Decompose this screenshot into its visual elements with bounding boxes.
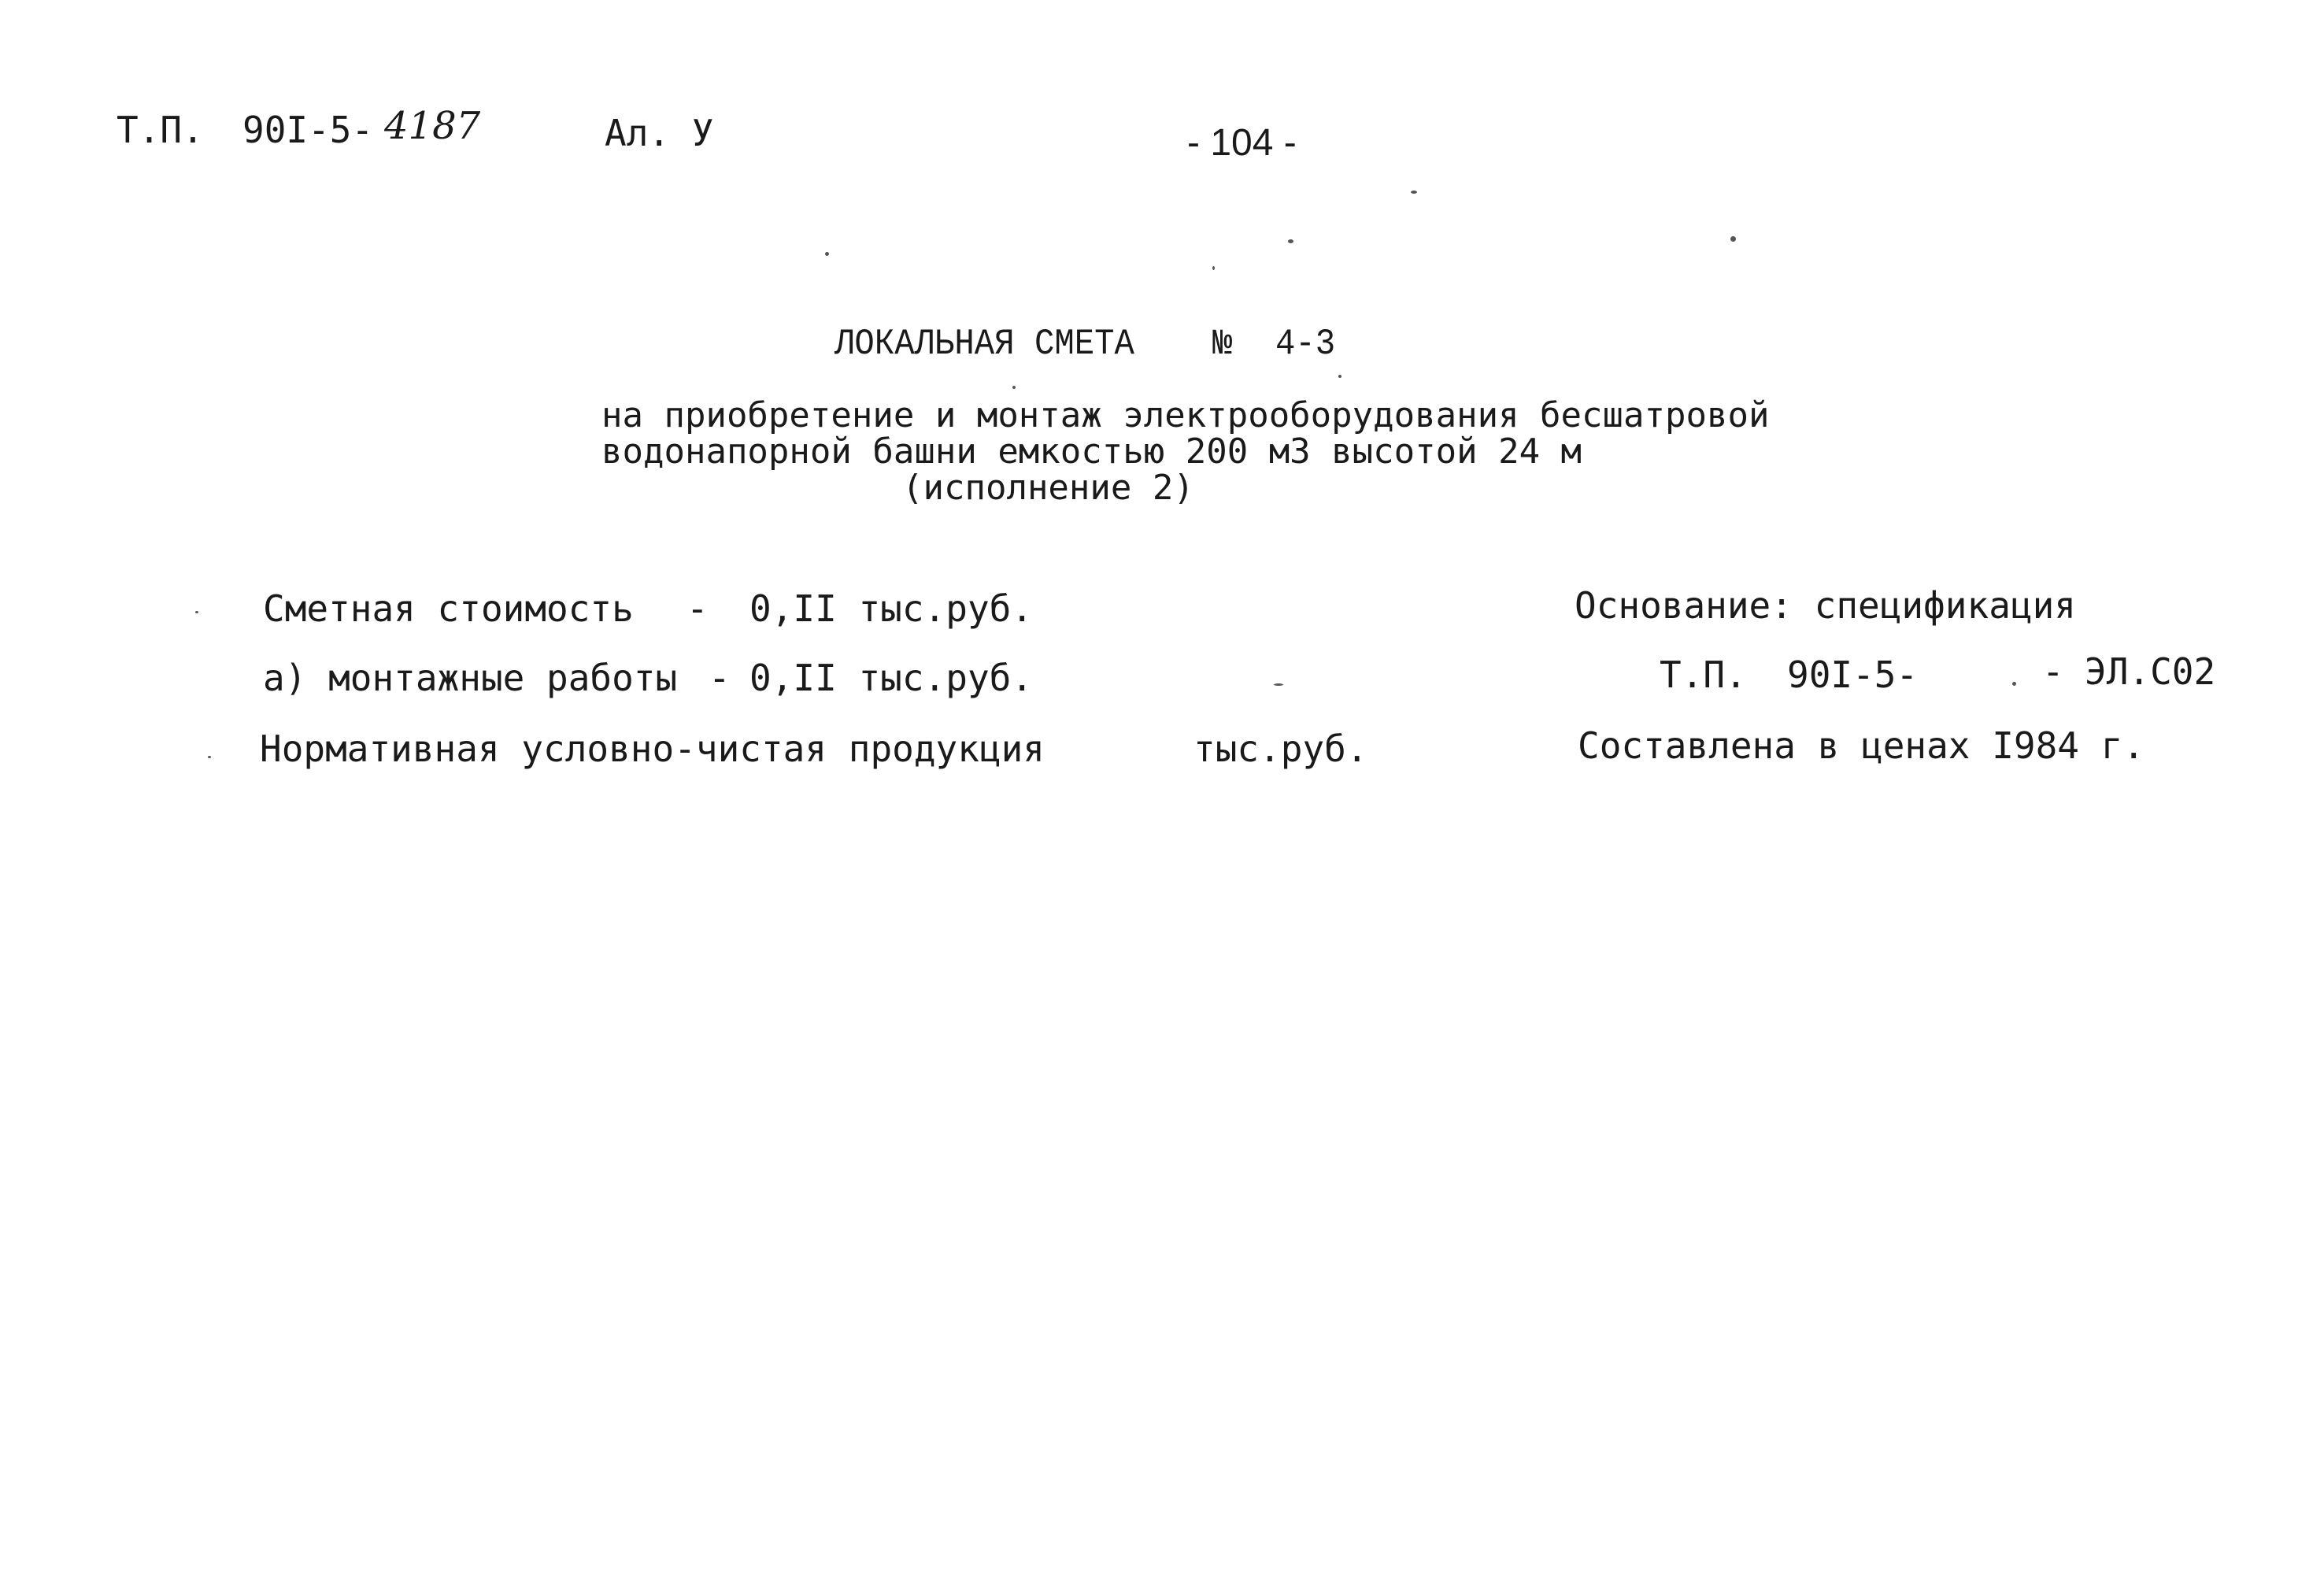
basis-tp-suffix: ЭЛ.С02 [2085,650,2216,693]
scan-speck [1012,386,1016,389]
scan-speck [195,611,198,613]
basis-tp-suffix-dash: - [2042,650,2064,693]
basis-label: Основание: спецификация [1575,584,2076,627]
scan-speck [1212,266,1215,270]
scan-speck [1411,191,1417,194]
installation-works-dash: - [709,657,731,699]
estimate-number: 4-3 [1275,324,1336,365]
header-doc-code-handwritten: 4187 [384,104,481,148]
scan-speck [1338,375,1341,378]
normative-product-unit: тыс.руб. [1193,728,1368,770]
estimated-cost-dash: - [686,587,709,630]
page-number: - 104 - [1187,122,1297,164]
basis-tp-code: 90I-5- [1787,654,1919,696]
estimate-number-sign: № [1212,324,1233,365]
installation-works-label: а) монтажные работы [263,657,678,699]
prices-year-label: Составлена в ценах I984 г. [1578,724,2145,767]
header-album: Ал. У [605,112,714,154]
estimated-cost-value: 0,II тыс.руб. [749,587,1034,630]
scan-speck [1288,239,1293,243]
header-tp-label: Т.П. [117,109,204,151]
scan-speck [2012,682,2016,686]
normative-product-label: Нормативная условно-чистая продукция [260,728,1045,770]
installation-works-value: 0,II тыс.руб. [749,657,1034,699]
header-doc-code-prefix: 90I-5- [242,109,374,151]
estimate-subtitle-line3: (исполнение 2) [902,468,1194,508]
scan-speck [1274,683,1283,686]
estimate-subtitle-line1: на приобретение и монтаж электрооборудования бесшатровой [601,395,1770,435]
scan-speck [1730,236,1736,242]
estimated-cost-label: Сметная стоимость [263,587,634,630]
scan-speck [825,252,829,256]
estimate-subtitle-line2: водонапорной башни емкостью 200 м3 высотой 24 м [601,431,1582,472]
basis-tp-label: Т.П. [1660,654,1747,696]
scan-speck [208,756,211,758]
estimate-heading: ЛОКАЛЬНАЯ СМЕТА [834,324,1134,365]
